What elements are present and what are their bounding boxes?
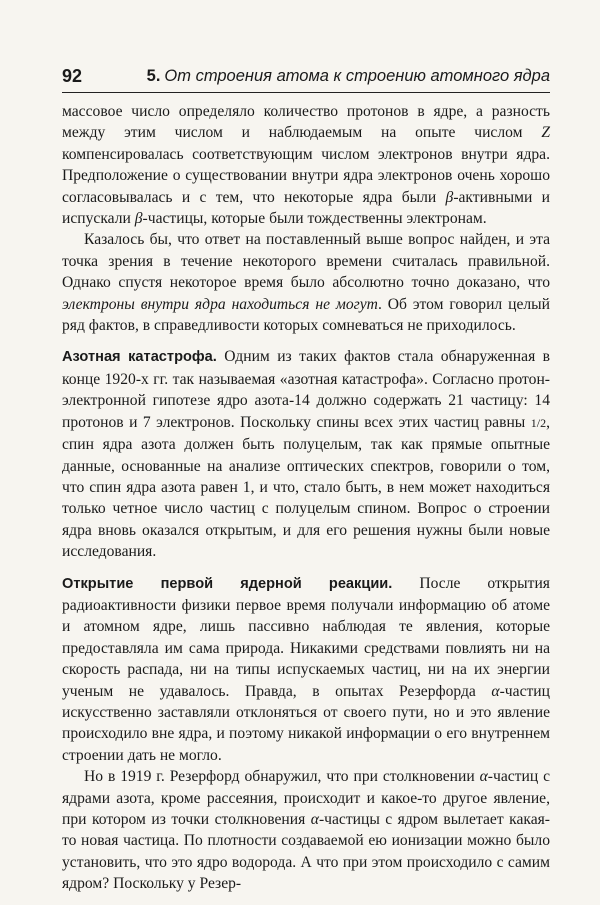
body-text bbox=[62, 101, 550, 895]
paragraph-reaction: Открытие первой ядерной реакции. После открытия радиоактивности физики первое время получали информацию об атоме и атомном ядре, лишь пассивно наблюдая те явления, которые предоставляла им сама природа. Никакими средствами повлиять ни на скорость распада, ни на типы испускаемых частиц, ни на их энергии ученым не удавалось. Правда, в опытах Резерфорда α-частиц искусственно заставляли отклоняться от своего пути, но и это явление происходило вне ядра, и поэтому никакой информации о его внутреннем строении дать не могло. bbox=[62, 574, 550, 764]
page-number: 92 bbox=[62, 66, 83, 86]
paragraph-nitrogen: Азотная катастрофа. Одним из таких фактов стала обнаруженная в конце 1920-х гг. так называемая «азотная катастрофа». Согласно протон-электронной гипотезе ядро азота-14 должно содержать 21 частицу: 14 протонов и 7 электронов. Поскольку спины всех этих частиц равны 1/2, спин ядра азота должен быть полуцелым, так как прямые опытные данные, основанные на анализе оптических спектров, говорили о том, что спин ядра азота равен 1, и что, стало быть, в нем может находиться только четное число частиц с полуцелым спином. Вопрос о строении ядра вновь оказался открытым, и для его решения нужны были новые исследования. bbox=[62, 348, 550, 561]
chapter-number: 5. bbox=[146, 67, 161, 85]
symbol-alpha: α bbox=[310, 811, 319, 828]
symbol-beta: β bbox=[445, 188, 454, 206]
symbol-alpha: α bbox=[491, 682, 500, 700]
running-header bbox=[62, 64, 550, 93]
paragraph-1: массовое число определяло количество протонов в ядре, а разность между этим числом и наблюдаемым на опыте числом Z компенсировалась соответствующим числом электронов внутри ядра. Предположение о существовании внутри ядра электронов очень хорошо согласовывалась и с тем, что некоторые ядра были β-активными и испускали β-частицы, которые были тождественны электронам. bbox=[62, 103, 550, 228]
section-heading-nitrogen: Азотная катастрофа. bbox=[62, 349, 217, 366]
section-heading-reaction: Открытие первой ядерной реакции. bbox=[62, 575, 393, 592]
chapter-title: От строения атома к строению атомного ядра bbox=[164, 67, 550, 85]
emphasis-text: электроны внутри ядра находиться не могут bbox=[62, 295, 378, 313]
fraction-half: 1/2 bbox=[530, 415, 547, 430]
symbol-z: Z bbox=[541, 124, 550, 142]
running-title bbox=[147, 64, 550, 88]
symbol-alpha: α bbox=[479, 768, 488, 786]
paragraph-rutherford: Но в 1919 г. Резерфорд обнаружил, что при столкновении α-частиц с ядрами азота, кроме рассеяния, происходит и какое-то другое явление, при котором из точки столкновения α-частицы с ядром вылетает какая-то новая частица. По плотности создаваемой ею ионизации можно было установить, что это ядро водорода. А что при этом происходило с самим ядром? Поскольку у Резер- bbox=[62, 768, 550, 893]
paragraph-2: Казалось бы, что ответ на поставленный выше вопрос найден, и эта точка зрения в течение некоторого времени считалась правильной. Однако спустя некоторое время было абсолютно точно доказано, что электроны внутри ядра находиться не могут. Об этом говорил целый ряд фактов, в справедливости которых сомневаться не приходилось. bbox=[62, 231, 550, 335]
symbol-beta: β bbox=[134, 210, 143, 228]
